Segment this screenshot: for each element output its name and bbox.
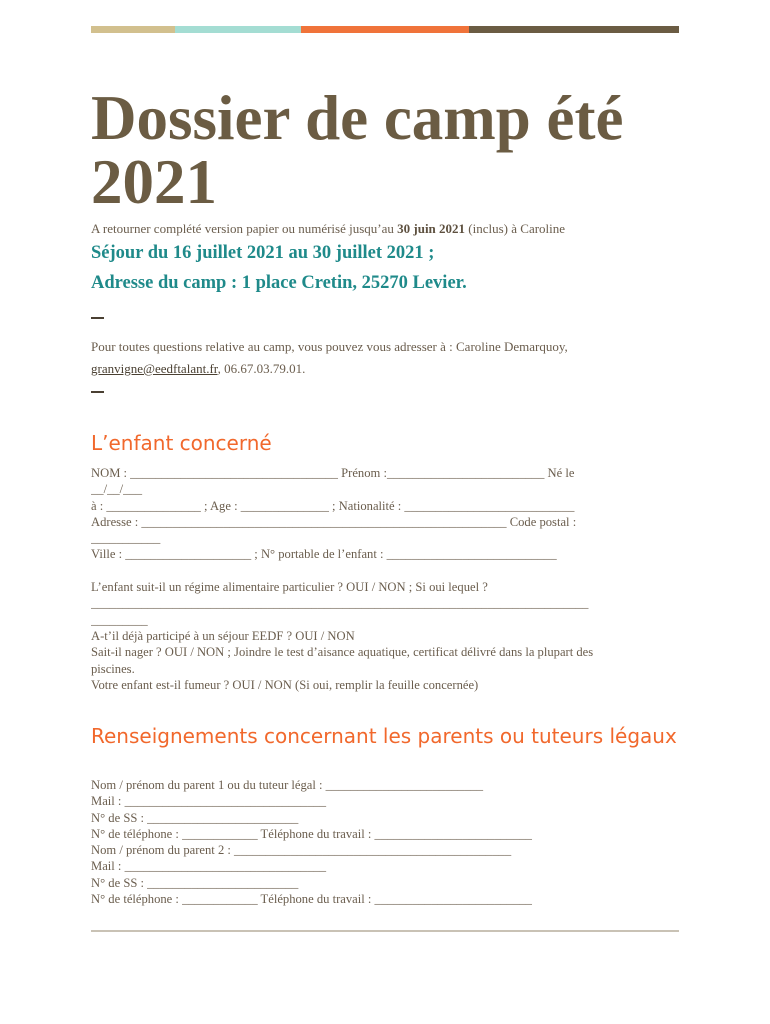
form-line: L’enfant suit-il un régime alimentaire particulier ? OUI / NON ; Si oui lequel ? [91, 580, 488, 595]
section-heading-enfant: L’enfant concerné [91, 431, 272, 455]
form-line: Adresse : __________________________________________________________ Code postal : [91, 514, 577, 529]
return-instructions-text: A retourner complété version papier ou numérisé jusqu’au [91, 221, 398, 236]
form-line: ___________ [91, 531, 161, 546]
form-line: N° de téléphone : ____________ Téléphone du travail : _________________________ [91, 826, 532, 841]
contact-email-link[interactable]: granvigne@eedftalant.fr [91, 361, 218, 376]
form-line: N° de téléphone : ____________ Téléphone du travail : _________________________ [91, 892, 532, 907]
contact-phone: , 06.67.03.79.01. [217, 361, 306, 376]
form-line: _________ [91, 612, 148, 627]
form-line: Mail : ________________________________ [91, 859, 327, 874]
color-bar-segment-1 [91, 26, 175, 33]
camp-address: Adresse du camp : 1 place Cretin, 25270 Levier. [91, 273, 467, 293]
form-line: N° de SS : ________________________ [91, 875, 299, 890]
section-parents-body [91, 777, 679, 907]
divider-dash [91, 317, 104, 319]
form-line: Nom / prénom du parent 2 : ____________________________________________ [91, 843, 512, 858]
divider-dash [91, 391, 104, 393]
form-line: Mail : ________________________________ [91, 794, 327, 809]
bottom-divider [91, 930, 679, 932]
contact-line [91, 358, 679, 380]
form-line: Sait-il nager ? OUI / NON ; Joindre le test d’aisance aquatique, certificat délivré dans la plupart des [91, 645, 594, 660]
top-color-bar [91, 26, 679, 33]
section-enfant-body [91, 465, 679, 693]
form-line: _______________________________________________________________________________ [91, 596, 589, 611]
form-line: piscines. [91, 661, 135, 676]
form-line [91, 563, 679, 579]
form-line: A-t’il déjà participé à un séjour EEDF ? OUI / NON [91, 628, 355, 643]
return-instructions [91, 221, 565, 237]
color-bar-segment-4 [469, 26, 679, 33]
page-title: Dossier de camp été 2021 [91, 83, 624, 217]
form-line: à : _______________ ; Age : ______________ ; Nationalité : ___________________________ [91, 498, 575, 513]
form-line: __/__/___ [91, 482, 143, 497]
form-line: NOM : _________________________________ Prénom :_________________________ Né le [91, 466, 575, 480]
section-heading-parents: Renseignements concernant les parents ou tuteurs légaux [91, 724, 677, 748]
contact-text: Pour toutes questions relative au camp, vous pouvez vous adresser à : Caroline Demarquoy, [91, 339, 568, 354]
form-line: Nom / prénom du parent 1 ou du tuteur légal : _________________________ [91, 778, 484, 792]
return-instructions-recipient: (inclus) à Caroline [465, 221, 566, 236]
contact-info [91, 336, 679, 380]
form-line: Votre enfant est-il fumeur ? OUI / NON (Si oui, remplir la feuille concernée) [91, 677, 479, 692]
form-line: N° de SS : ________________________ [91, 810, 299, 825]
form-line: Ville : ____________________ ; N° portable de l’enfant : ___________________________ [91, 547, 557, 562]
sejour-dates: Séjour du 16 juillet 2021 au 30 juillet 2021 ; [91, 243, 435, 263]
color-bar-segment-2 [175, 26, 301, 33]
color-bar-segment-3 [301, 26, 469, 33]
return-deadline: 30 juin 2021 [397, 221, 466, 236]
